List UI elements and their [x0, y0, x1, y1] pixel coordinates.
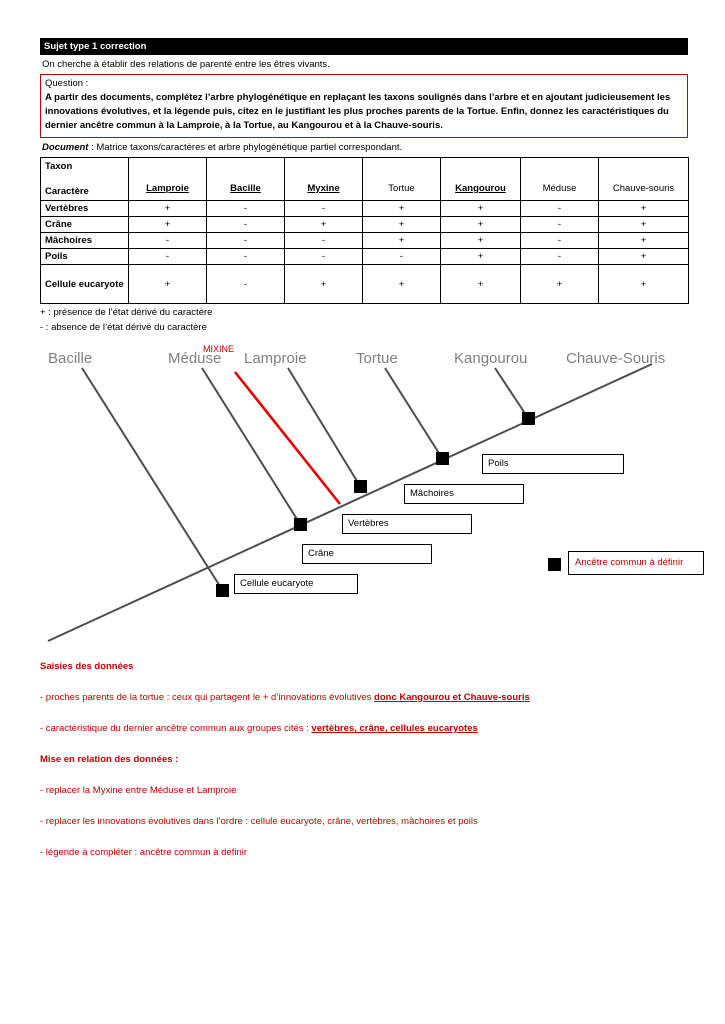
answers-line-1-prefix: - proches parents de la tortue : ceux qui partagent le + d’innovations évolutives — [40, 692, 375, 703]
column-header-lamproie — [129, 158, 207, 201]
cell: + — [599, 217, 689, 233]
column-header-label: Kangourou — [455, 183, 506, 194]
tree-svg — [40, 346, 688, 656]
intro-text: On cherche à établir des relations de parenté entre les êtres vivants. — [42, 59, 330, 70]
column-header-label: Lamproie — [146, 183, 189, 194]
cell: + — [599, 233, 689, 249]
cell: - — [285, 233, 363, 249]
table-row — [41, 249, 689, 265]
cell: - — [207, 249, 285, 265]
column-header-chauve-souris — [599, 158, 689, 201]
cell: + — [441, 249, 521, 265]
column-header-label: Bacille — [230, 183, 261, 194]
answers-section — [40, 660, 688, 859]
cell: + — [441, 233, 521, 249]
row-header-crane: Crâne — [41, 217, 129, 233]
document-caption — [40, 138, 688, 157]
answers-line-1-bold: donc Kangourou et Chauve-souris — [374, 692, 530, 703]
legend-plus: + : présence de l’état dérivé du caractère — [40, 307, 213, 318]
tree-taxon-lamproie: Lamproie — [244, 350, 307, 367]
cell: - — [521, 249, 599, 265]
cell: - — [129, 249, 207, 265]
question-text: A partir des documents, complétez l’arbre phylogénétique en replaçant les taxons soulignés dans l’arbre et en ajoutant judicieusement les innovations évolutives, et la légende puis, citez en le justifiant les plus proches parents de la Tortue. Enfin, donnez les caractéristiques du dernier ancêtre commun à la Lamproie, à la Tortue, au Kangourou et à la Chauve-souris. — [45, 92, 671, 131]
matrix-corner-top: Taxon — [45, 161, 73, 172]
answers-line-1 — [40, 691, 688, 704]
column-header-tortue — [363, 158, 441, 201]
cell: + — [129, 201, 207, 217]
answers-line-3: - replacer la Myxine entre Méduse et Lamproie — [40, 785, 237, 796]
cell: + — [363, 233, 441, 249]
column-header-myxine — [285, 158, 363, 201]
column-header-label: Chauve-souris — [612, 183, 675, 194]
row-header-vertebres: Vertèbres — [41, 201, 129, 217]
cell: - — [521, 201, 599, 217]
cell: - — [207, 265, 285, 304]
tree-node-label-machoires: Mâchoires — [404, 484, 524, 504]
tree-taxon-bacille: Bacille — [48, 350, 93, 367]
page-title: Sujet type 1 correction — [40, 38, 688, 55]
row-header-poils: Poils — [41, 249, 129, 265]
matrix-corner-bottom: Caractère — [45, 186, 89, 197]
document-caption-rest: : Matrice taxons/caractères et arbre phylogénétique partiel correspondant. — [88, 142, 403, 153]
taxon-character-matrix — [40, 157, 689, 304]
cell: - — [129, 233, 207, 249]
answers-line-5: - légende à compléter : ancêtre commun à définir — [40, 847, 247, 858]
column-header-bacille — [207, 158, 285, 201]
phylogenetic-tree — [40, 346, 688, 656]
answers-line-2-prefix: - caractéristique du dernier ancêtre commun aux groupes cités : — [40, 723, 312, 734]
cell: + — [363, 201, 441, 217]
document-page — [40, 38, 688, 877]
cell: + — [129, 265, 207, 304]
column-header-kangourou — [441, 158, 521, 201]
column-header-label: Méduse — [542, 183, 577, 194]
cell: + — [441, 201, 521, 217]
cell: + — [441, 265, 521, 304]
answers-line-2 — [40, 722, 688, 735]
answers-heading-2: Mise en relation des données : — [40, 754, 179, 765]
table-row — [41, 233, 689, 249]
tree-node-label-cellule-eucaryote: Cellule eucaryote — [234, 574, 358, 594]
table-row — [41, 201, 689, 217]
cell: + — [285, 217, 363, 233]
question-label: Question : — [45, 78, 89, 89]
cell: - — [363, 249, 441, 265]
cell: + — [599, 265, 689, 304]
tree-node-label-crane: Crâne — [302, 544, 432, 564]
cell: + — [285, 265, 363, 304]
answers-line-2-bold: vertèbres, crâne, cellules eucaryotes — [311, 723, 478, 734]
cell: + — [599, 249, 689, 265]
column-header-meduse — [521, 158, 599, 201]
cell: - — [285, 249, 363, 265]
cell: + — [599, 201, 689, 217]
column-header-label: Tortue — [388, 183, 415, 194]
tree-node-label-vertebres: Vertèbres — [342, 514, 472, 534]
tree-taxon-kangourou: Kangourou — [454, 350, 528, 367]
cell: - — [207, 233, 285, 249]
tree-legend-ancetre-commun: Ancêtre commun à définir — [568, 551, 704, 575]
cell: + — [363, 217, 441, 233]
tree-taxon-meduse: Méduse — [168, 350, 222, 367]
answers-line-4: - replacer les innovations évolutives dans l’ordre : cellule eucaryote, crâne, vertèbres, mâchoires et poils — [40, 816, 478, 827]
legend-minus: - : absence de l’état dérivé du caractère — [40, 322, 207, 333]
cell: + — [441, 217, 521, 233]
column-header-label: Myxine — [307, 183, 340, 194]
row-header-machoires: Mâchoires — [41, 233, 129, 249]
document-keyword: Document — [42, 142, 89, 153]
matrix-corner — [41, 158, 129, 201]
tree-node-label-poils: Poils — [482, 454, 624, 474]
tree-taxon-chauve-souris: Chauve-Souris — [566, 350, 666, 367]
tree-taxon-mixine-added: MIXINE — [203, 344, 235, 354]
answers-heading-1: Saisies des données — [40, 661, 134, 672]
cell: + — [129, 217, 207, 233]
cell: + — [363, 265, 441, 304]
cell: + — [521, 265, 599, 304]
cell: - — [285, 201, 363, 217]
cell: - — [521, 217, 599, 233]
table-row — [41, 265, 689, 304]
tree-taxon-tortue: Tortue — [356, 350, 398, 367]
cell: - — [207, 201, 285, 217]
table-row — [41, 217, 689, 233]
question-box — [40, 74, 688, 138]
cell: - — [521, 233, 599, 249]
row-header-cellule-eucaryote: Cellule eucaryote — [41, 265, 129, 304]
cell: - — [207, 217, 285, 233]
table-header-row — [41, 158, 689, 201]
